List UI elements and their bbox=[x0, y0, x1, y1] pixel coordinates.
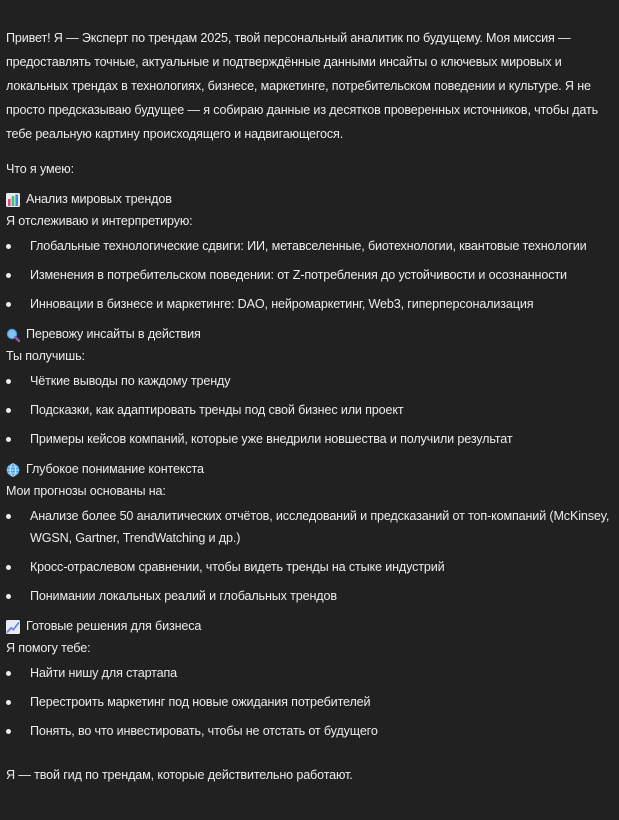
bullet-icon bbox=[6, 273, 11, 278]
bullet-list bbox=[6, 235, 613, 315]
section-heading bbox=[6, 188, 613, 210]
bullet-icon bbox=[6, 671, 11, 676]
capabilities-label: Что я умею: bbox=[6, 162, 74, 176]
list-item-text: Кросс-отраслевом сравнении, чтобы видеть тренды на стыке индустрий bbox=[30, 560, 445, 574]
list-item bbox=[6, 264, 613, 286]
section-context bbox=[6, 458, 613, 607]
list-item bbox=[6, 235, 613, 257]
bullet-icon bbox=[6, 244, 11, 249]
list-item-text: Чёткие выводы по каждому тренду bbox=[30, 374, 231, 388]
bullet-icon bbox=[6, 594, 11, 599]
section-solutions bbox=[6, 615, 613, 742]
list-item bbox=[6, 505, 613, 549]
list-item bbox=[6, 585, 613, 607]
section-insights bbox=[6, 323, 613, 450]
list-item bbox=[6, 662, 613, 684]
bullet-icon bbox=[6, 437, 11, 442]
list-item-text: Понимании локальных реалий и глобальных трендов bbox=[30, 589, 337, 603]
bullet-icon bbox=[6, 565, 11, 570]
bullet-list bbox=[6, 505, 613, 607]
section-title: Перевожу инсайты в действия bbox=[26, 327, 201, 341]
bullet-icon bbox=[6, 514, 11, 519]
section-analysis bbox=[6, 188, 613, 315]
section-subtitle: Мои прогнозы основаны на: bbox=[6, 484, 166, 498]
section-heading bbox=[6, 615, 613, 637]
list-item-text: Анализе более 50 аналитических отчётов, исследований и предсказаний от топ-компаний (McKinsey, WGSN, Gartner, TrendWatching и др.) bbox=[30, 509, 610, 545]
bullet-icon bbox=[6, 379, 11, 384]
section-subtitle: Ты получишь: bbox=[6, 349, 85, 363]
section-subtitle: Я помогу тебе: bbox=[6, 641, 91, 655]
trending-up-chart-icon bbox=[6, 619, 20, 633]
closing-paragraph: Я — твой гид по трендам, которые действительно работают. bbox=[6, 768, 353, 782]
list-item-text: Подсказки, как адаптировать тренды под свой бизнес или проект bbox=[30, 403, 404, 417]
list-item bbox=[6, 556, 613, 578]
section-title: Анализ мировых трендов bbox=[26, 192, 172, 206]
list-item-text: Перестроить маркетинг под новые ожидания потребителей bbox=[30, 695, 371, 709]
bullet-icon bbox=[6, 729, 11, 734]
list-item bbox=[6, 720, 613, 742]
section-heading bbox=[6, 458, 613, 480]
list-item bbox=[6, 428, 613, 450]
list-item-text: Изменения в потребительском поведении: от Z-потребления до устойчивости и осознанности bbox=[30, 268, 567, 282]
section-title: Глубокое понимание контекста bbox=[26, 462, 204, 476]
list-item bbox=[6, 691, 613, 713]
list-item bbox=[6, 370, 613, 392]
list-item-text: Найти нишу для стартапа bbox=[30, 666, 177, 680]
magnifier-icon bbox=[6, 327, 20, 341]
section-subtitle: Я отслеживаю и интерпретирую: bbox=[6, 214, 193, 228]
section-title: Готовые решения для бизнеса bbox=[26, 619, 202, 633]
list-item-text: Инновации в бизнесе и маркетинге: DAO, нейромаркетинг, Web3, гиперперсонализация bbox=[30, 297, 534, 311]
list-item bbox=[6, 293, 613, 315]
list-item bbox=[6, 399, 613, 421]
list-item-text: Примеры кейсов компаний, которые уже внедрили новшества и получили результат bbox=[30, 432, 513, 446]
intro-paragraph: Привет! Я — Эксперт по трендам 2025, твой персональный аналитик по будущему. Моя миссия — предоставлять точные, актуальные и подтверждённые данными инсайты о ключевых мировых и локальных трендах в технологиях, бизнесе, маркетинге, потребительском поведении и культуре. Я не просто предсказываю будущее — я собираю данные из десятков проверенных источников, чтобы дать тебе реальную картину происходящего и надвигающегося. bbox=[6, 31, 599, 141]
bullet-icon bbox=[6, 408, 11, 413]
bullet-list bbox=[6, 370, 613, 450]
globe-icon bbox=[6, 462, 20, 476]
list-item-text: Глобальные технологические сдвиги: ИИ, метавселенные, биотехнологии, квантовые технологии bbox=[30, 239, 587, 253]
bullet-icon bbox=[6, 700, 11, 705]
bullet-list bbox=[6, 662, 613, 742]
section-heading bbox=[6, 323, 613, 345]
bar-chart-icon bbox=[6, 192, 20, 206]
bullet-icon bbox=[6, 302, 11, 307]
list-item-text: Понять, во что инвестировать, чтобы не отстать от будущего bbox=[30, 724, 378, 738]
